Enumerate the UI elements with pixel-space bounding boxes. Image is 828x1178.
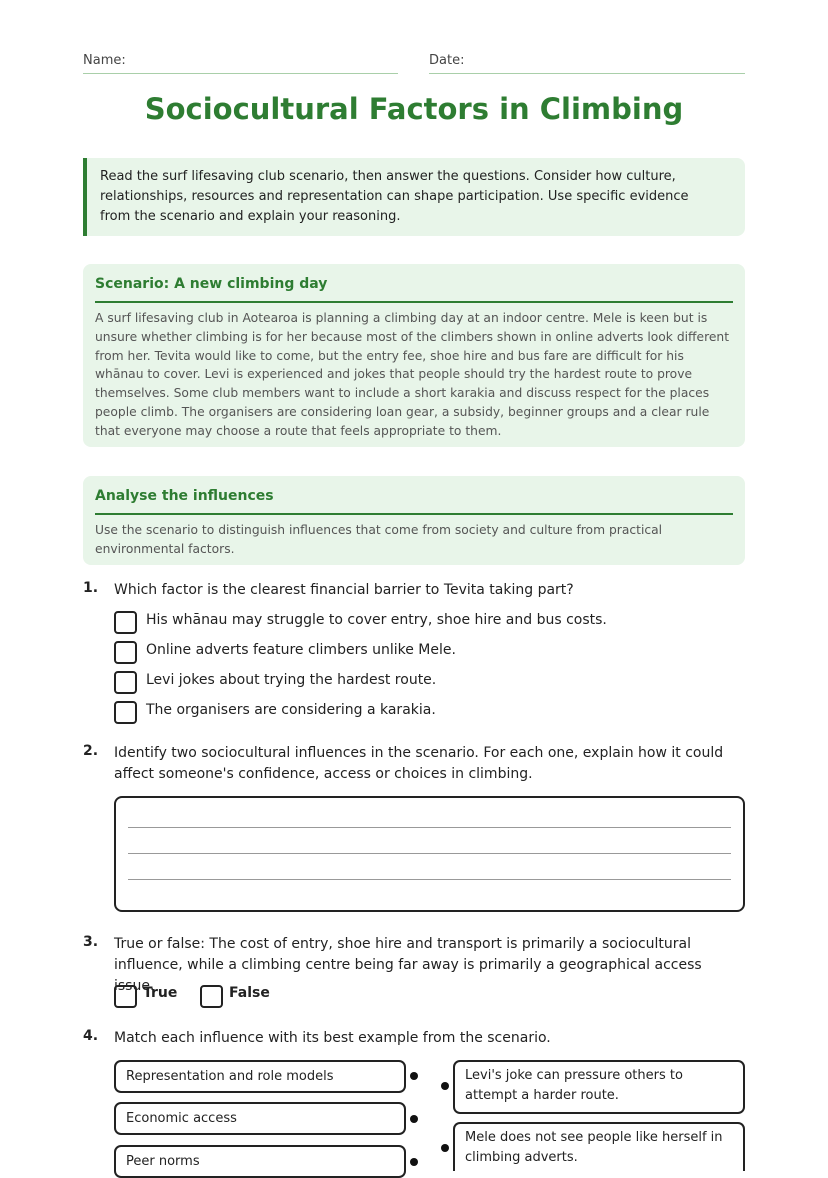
question-number: 3. — [83, 934, 99, 950]
date-field[interactable] — [429, 53, 745, 74]
analyse-panel — [83, 476, 745, 565]
analyse-heading: Analyse the influences — [95, 486, 733, 515]
scenario-body: A surf lifesaving club in Aotearoa is planning a climbing day at an indoor centre. Mele is keen but is unsure whether climbing is for her because most of the climbers shown in online adverts look different from her. Tevita would like to come, but the entry fee, shoe hire and bus fare are difficult for his whānau to cover. Levi is experienced and jokes that people should try the hardest route to prove themselves. Some club members want to include a short karakia and discuss respect for the places people climb. The organisers are considering loan gear, a subsidy, beginner groups and a clear rule that everyone may choose a route that feels appropriate to them. — [95, 311, 730, 438]
answer-line — [128, 879, 731, 880]
analyse-body: Use the scenario to distinguish influences that come from society and culture from practical environmental factors. — [95, 523, 663, 556]
checkbox[interactable] — [114, 985, 137, 1008]
question-text: True or false: The cost of entry, shoe hire and transport is primarily a sociocultural influence, while a climbing centre being far away is primarily a geographical access issue. — [114, 936, 702, 994]
match-dot[interactable] — [441, 1144, 449, 1152]
q1-option-d[interactable] — [114, 701, 714, 725]
checkbox[interactable] — [114, 671, 137, 694]
question-text: Identify two sociocultural influences in the scenario. For each one, explain how it could affect someone's confidence, access or choices in climbing. — [114, 745, 724, 782]
match-dot[interactable] — [410, 1158, 418, 1166]
match-left-item[interactable]: Economic access — [114, 1102, 406, 1135]
checkbox[interactable] — [114, 641, 137, 664]
option-label: Online adverts feature climbers unlike Mele. — [146, 642, 456, 658]
checkbox[interactable] — [114, 611, 137, 634]
match-right-item[interactable]: Levi's joke can pressure others to attempt a harder route. — [453, 1060, 745, 1114]
answer-line — [128, 827, 731, 828]
match-right-item[interactable]: Mele does not see people like herself in climbing adverts. — [453, 1122, 745, 1171]
match-dot[interactable] — [410, 1072, 418, 1080]
page-title: Sociocultural Factors in Climbing — [144, 92, 684, 126]
checkbox[interactable] — [114, 701, 137, 724]
q1-option-b[interactable] — [114, 641, 714, 665]
option-label: The organisers are considering a karakia. — [146, 702, 436, 718]
question-number: 2. — [83, 743, 99, 759]
scenario-panel — [83, 264, 745, 447]
match-dot[interactable] — [441, 1082, 449, 1090]
match-left-item[interactable]: Peer norms — [114, 1145, 406, 1178]
question-number: 4. — [83, 1028, 99, 1044]
q1-option-a[interactable] — [114, 611, 714, 635]
scenario-heading: Scenario: A new climbing day — [95, 274, 733, 303]
q2-answer-box[interactable] — [114, 796, 745, 912]
intro-box: Read the surf lifesaving club scenario, then answer the questions. Consider how culture, relationships, resources and representation can shape participation. Use specific evidence from the scenario and explain your reasoning. — [83, 158, 745, 236]
name-label: Name: — [83, 53, 126, 68]
question-number: 1. — [83, 580, 99, 596]
q1-option-c[interactable] — [114, 671, 714, 695]
question-text: Match each influence with its best example from the scenario. — [114, 1030, 551, 1046]
date-label: Date: — [429, 53, 465, 68]
option-label: Levi jokes about trying the hardest route. — [146, 672, 437, 688]
false-label: False — [229, 985, 270, 1001]
match-dot[interactable] — [410, 1115, 418, 1123]
true-label: True — [143, 985, 178, 1001]
match-left-item[interactable]: Representation and role models — [114, 1060, 406, 1093]
question-text: Which factor is the clearest financial barrier to Tevita taking part? — [114, 582, 574, 598]
name-date-bar — [83, 53, 745, 75]
answer-line — [128, 853, 731, 854]
option-label: His whānau may struggle to cover entry, shoe hire and bus costs. — [146, 612, 607, 628]
name-field[interactable] — [83, 53, 398, 74]
checkbox[interactable] — [200, 985, 223, 1008]
